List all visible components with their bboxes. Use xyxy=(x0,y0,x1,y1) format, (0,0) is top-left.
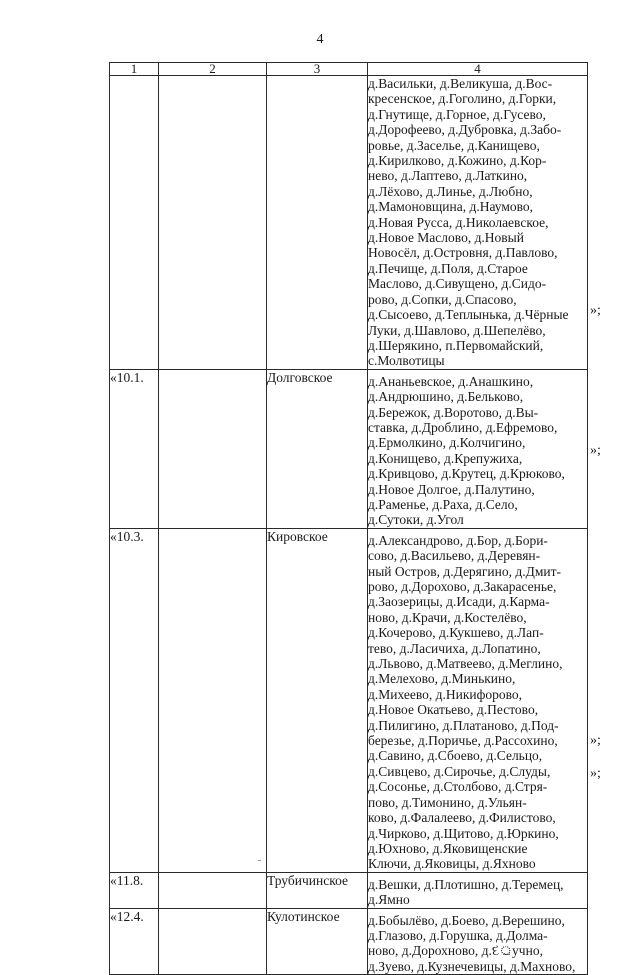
list-line: д.Михеево, д.Никифорово, xyxy=(368,686,523,702)
row-number: «12.4. xyxy=(110,908,159,975)
scan-mark xyxy=(258,860,261,861)
list-line: ный Остров, д.Дерягино, д.Дмит- xyxy=(368,563,561,579)
list-line: рово, д.Дорохово, д.Закарасенье, xyxy=(368,579,557,594)
settlements-list xyxy=(368,76,588,370)
list-line: д.Зуево, д.Кузнечевицы, д.Махново, xyxy=(368,958,576,974)
table-row-10-3 xyxy=(110,528,588,872)
list-line: д.Львово, д.Матвеево, д.Меглино, xyxy=(368,656,563,672)
table-row-12-4 xyxy=(110,908,588,975)
closing-quote: »; xyxy=(590,443,601,458)
list-line: д.Бережок, д.Воротово, д.Вы- xyxy=(368,404,539,420)
list-line: тево, д.Ласичиха, д.Лопатино, xyxy=(368,640,541,656)
closing-quote: »; xyxy=(590,733,601,748)
list-line: д.Сысоево, д.Теплынька, д.Чёрные xyxy=(368,307,569,323)
list-line: д.Ананьевское, д.Анашкино, xyxy=(368,373,534,389)
list-line: д.Юхново, д.Яковищенские xyxy=(368,840,528,856)
list-line: д.Сутоки, д.Угол xyxy=(368,512,464,528)
column-header-1: 1 xyxy=(110,63,159,76)
list-line: д.Кирилково, д.Кожино, д.Кор- xyxy=(368,153,547,169)
closing-quote: »; xyxy=(590,766,601,781)
list-line: д.Шерякино, п.Первомайский, xyxy=(368,337,544,353)
list-line: березье, д.Поричье, д.Рассохино, xyxy=(368,733,558,749)
list-line: д.Сивцево, д.Сирочье, д.Слуды, xyxy=(368,763,551,779)
list-line: д.Бобылёво, д.Боево, д.Верешино, xyxy=(368,912,565,928)
list-line: рово, д.Сопки, д.Спасово, xyxy=(368,291,517,307)
list-line: д.Кочерово, д.Кукшево, д.Лап- xyxy=(368,625,544,641)
list-line: д.Васильки, д.Великуша, д.Вос- xyxy=(368,76,553,91)
list-line: д.Савино, д.Сбоево, д.Сельцо, xyxy=(368,748,543,764)
list-line: сово, д.Васильево, д.Деревян- xyxy=(368,548,541,564)
list-line: ново, д.Дорохново, д.દ্রучно, xyxy=(368,943,543,959)
list-line: пово, д.Тимонино, д.Ульян- xyxy=(368,794,527,810)
column-header-2: 2 xyxy=(159,63,267,76)
list-line: д.Ямно xyxy=(368,892,410,908)
list-line: д.Ермолкино, д.Колчигино, xyxy=(368,435,526,451)
list-line: д.Дорофеево, д.Дубровка, д.Забо- xyxy=(368,122,562,138)
table-row-continuation xyxy=(110,76,588,370)
column-header-3: 3 xyxy=(267,63,368,76)
list-line: д.Конищево, д.Крепужиха, xyxy=(368,450,523,466)
list-line: Маслово, д.Сивущено, д.Сидо- xyxy=(368,276,547,292)
settlement-name: Кировское xyxy=(267,528,368,872)
row-number: «11.8. xyxy=(110,872,159,908)
page-number: 4 xyxy=(316,32,324,47)
list-line: ставка, д.Дроблино, д.Ефремово, xyxy=(368,419,558,435)
list-line: д.Пилигино, д.Платаново, д.Под- xyxy=(368,717,559,733)
settlement-name: Долговское xyxy=(267,369,368,528)
list-line: д.Новое Маслово, д.Новый xyxy=(368,230,524,246)
list-line: д.Глазово, д.Горушка, д.Долма- xyxy=(368,927,548,943)
list-line: д.Заозерицы, д.Исади, д.Карма- xyxy=(368,594,550,610)
list-line: д.Печище, д.Поля, д.Старое xyxy=(368,260,528,276)
table-row-10-1 xyxy=(110,369,588,528)
list-line: Новосёл, д.Островня, д.Павлово, xyxy=(368,245,558,261)
column-header-4: 4 xyxy=(368,63,588,76)
settlements-list xyxy=(368,528,588,872)
list-line: д.Кривцово, д.Крутец, д.Крюково, xyxy=(368,466,565,482)
list-line: ково, д.Фалалеево, д.Филистово, xyxy=(368,810,556,826)
list-line: д.Лёхово, д.Линье, д.Любно, xyxy=(368,183,533,199)
list-line: Ключи, д.Яковицы, д.Яхново xyxy=(368,856,536,872)
list-line: д.Гнутище, д.Горное, д.Гусево, xyxy=(368,106,546,122)
list-line: ровье, д.Заселье, д.Канищево, xyxy=(368,137,540,153)
list-line: д.Сосонье, д.Столбово, д.Стря- xyxy=(368,779,548,795)
list-line: д.Александрово, д.Бор, д.Бори- xyxy=(368,532,548,548)
row-number: «10.3. xyxy=(110,528,159,872)
list-line: д.Новое Долгое, д.Палутино, xyxy=(368,481,535,497)
settlements-list xyxy=(368,369,588,528)
settlement-name: Кулотинское xyxy=(267,908,368,975)
list-line: д.Мелехово, д.Минькино, xyxy=(368,671,516,687)
table-row-11-8 xyxy=(110,872,588,908)
list-line: с.Молвотицы xyxy=(368,353,445,369)
list-line: д.Раменье, д.Раха, д.Село, xyxy=(368,496,518,512)
list-line: д.Чирково, д.Щитово, д.Юркино, xyxy=(368,825,559,841)
list-line: ново, д.Крачи, д.Костелёво, xyxy=(368,609,527,625)
settlements-list xyxy=(368,872,588,908)
list-line: д.Вешки, д.Плотишно, д.Теремец, xyxy=(368,876,564,892)
list-line: д.Мамоновщина, д.Наумово, xyxy=(368,199,534,215)
closing-quote: »; xyxy=(590,303,601,318)
list-line: д.Новая Русса, д.Николаевское, xyxy=(368,214,549,230)
list-line: д.Андрюшино, д.Бельково, xyxy=(368,389,524,405)
list-line: д.Новое Окатьево, д.Пестово, xyxy=(368,702,539,718)
list-line: нево, д.Лаптево, д.Латкино, xyxy=(368,168,528,184)
list-line: кресенское, д.Гоголино, д.Горки, xyxy=(368,91,557,107)
settlements-list xyxy=(368,908,588,975)
settlements-table xyxy=(109,62,588,975)
settlement-name: Трубичинское xyxy=(267,872,368,908)
list-line: Луки, д.Шавлово, д.Шепелёво, xyxy=(368,322,546,338)
row-number: «10.1. xyxy=(110,369,159,528)
table-header-row xyxy=(110,63,588,76)
